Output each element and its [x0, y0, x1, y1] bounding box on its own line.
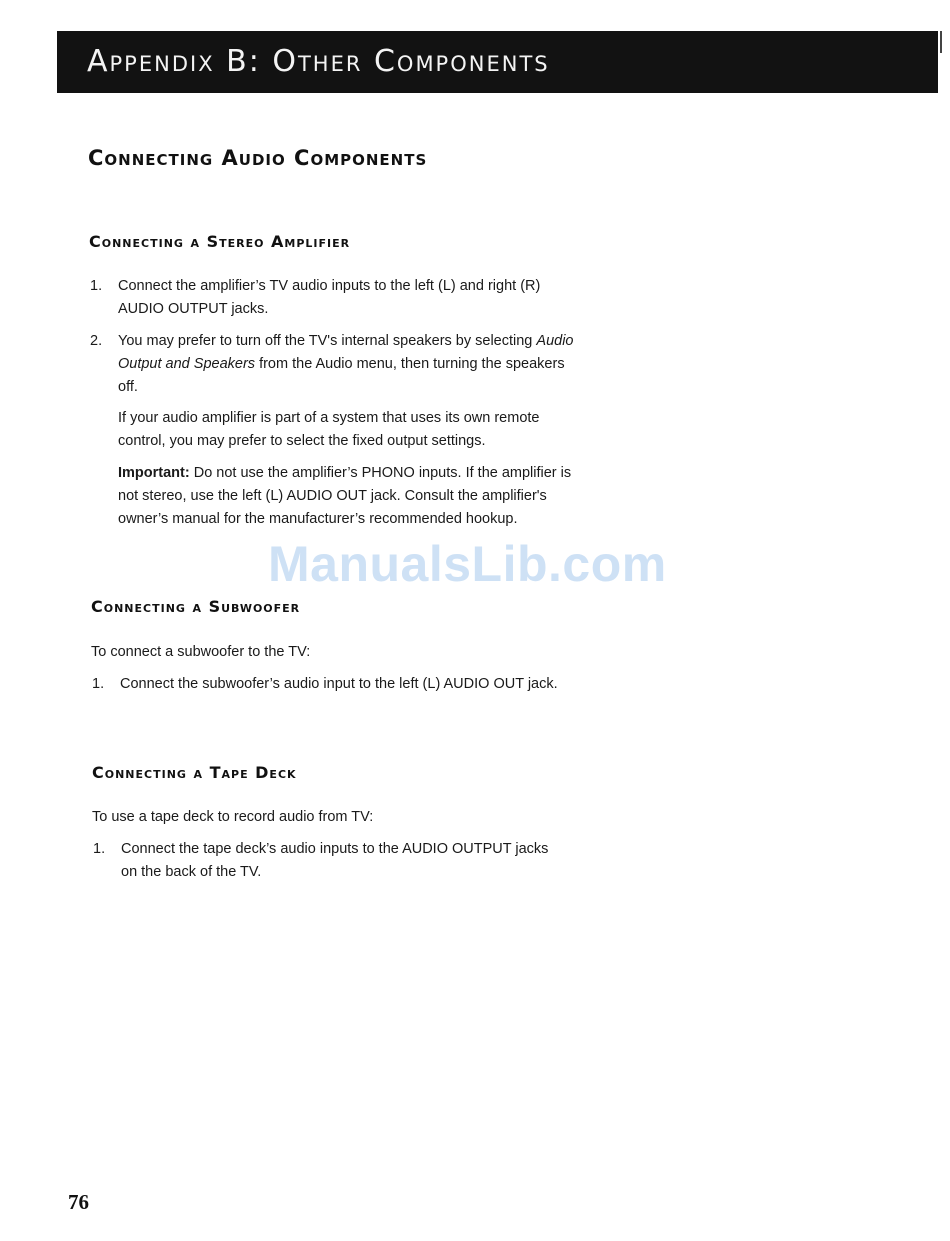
important-text: Do not use the amplifier’s PHONO inputs. If the amplifier is not stereo, use the left (L) AUDIO OUT jack. Consult the amplifier's owner’s manual for the manufacturer’s recommended hookup. — [118, 465, 572, 527]
step-number: 1. — [93, 841, 106, 857]
step-text — [118, 330, 588, 399]
step-text: Connect the amplifier’s TV audio inputs to the left (L) and right (R) AUDIO OUTPUT jacks. — [118, 278, 541, 317]
important-label: Important: — [118, 465, 190, 481]
subsection-title-subwoofer: Connecting a Subwoofer — [91, 597, 301, 616]
menu-item-reference: Audio Output and Speakers — [118, 333, 574, 372]
edge-mark — [940, 31, 942, 53]
step-number: 1. — [90, 278, 103, 294]
note-paragraph: If your audio amplifier is part of a system that uses its own remote control, you may prefer to select the fixed output settings. — [118, 410, 540, 449]
page-number: 76 — [68, 1190, 89, 1214]
header-banner — [57, 31, 938, 93]
subsection-title-tape-deck: Connecting a Tape Deck — [92, 763, 297, 782]
step-text-after: from the Audio menu, then turning the speakers off. — [118, 356, 565, 395]
intro-text: To use a tape deck to record audio from TV: — [92, 809, 374, 825]
step-text: Connect the subwoofer’s audio input to the left (L) AUDIO OUT jack. — [120, 676, 558, 692]
section-title: Connecting Audio Components — [88, 146, 428, 170]
page-title: Appendix B: Other Components — [87, 44, 550, 79]
step-number: 2. — [90, 333, 103, 349]
watermark: ManualsLib.com — [268, 536, 667, 592]
step-text: Connect the tape deck’s audio inputs to the AUDIO OUTPUT jacks on the back of the TV. — [121, 841, 549, 880]
step-text-before: You may prefer to turn off the TV's internal speakers by selecting — [118, 333, 537, 349]
intro-text: To connect a subwoofer to the TV: — [91, 644, 311, 660]
important-paragraph — [118, 462, 588, 531]
step-number: 1. — [92, 676, 105, 692]
subsection-title-stereo-amplifier: Connecting a Stereo Amplifier — [89, 232, 351, 251]
